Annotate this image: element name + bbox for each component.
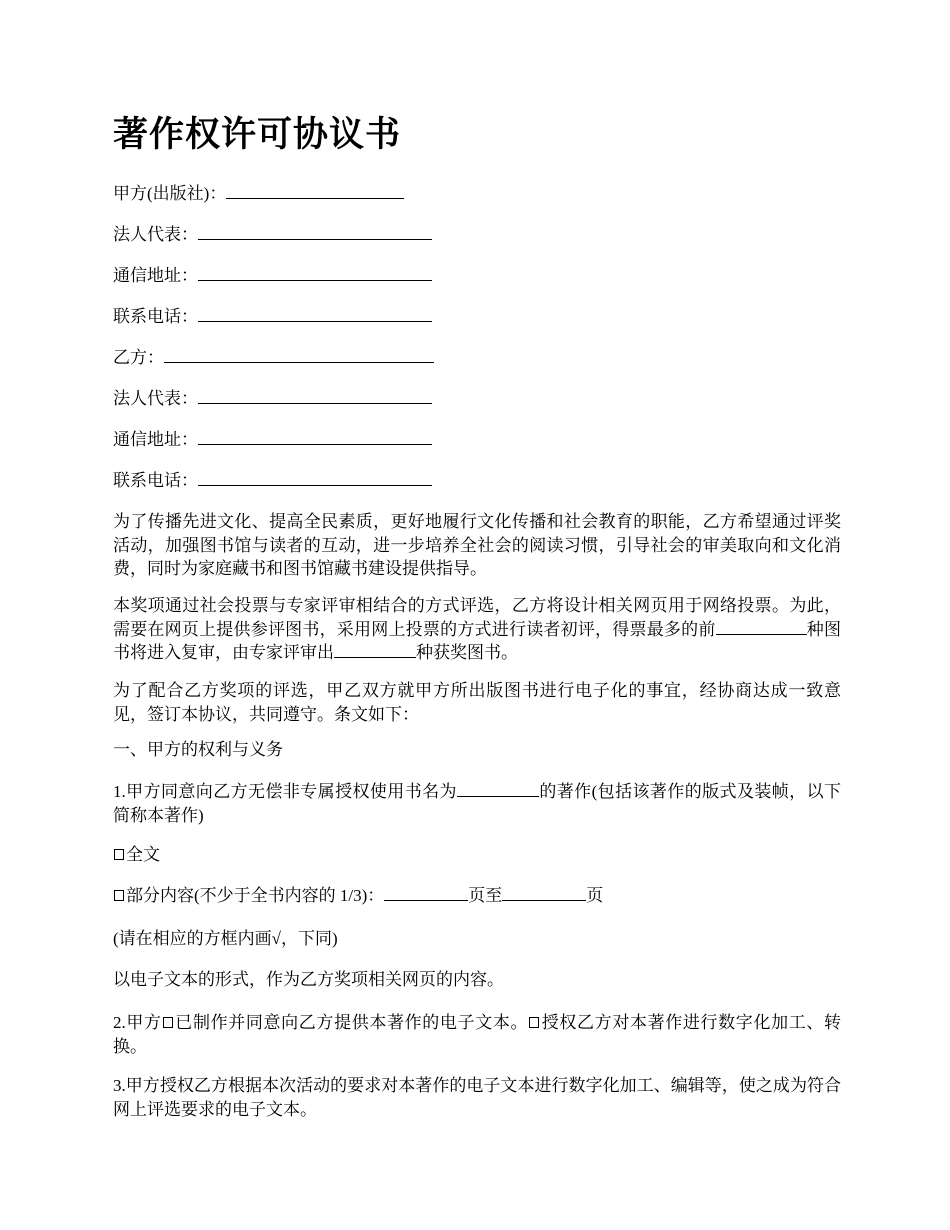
party-a-phone-label: 联系电话： — [113, 307, 198, 326]
authorize-digitize-checkbox[interactable] — [529, 1017, 539, 1028]
party-b-phone-row — [113, 469, 432, 492]
intro-paragraph-1: 为了传播先进文化、提高全民素质，更好地履行文化传播和社会教育的职能，乙方希望通过评奖活动，加强图书馆与读者的互动，进一步培养全社会的阅读习惯，引导社会的审美取向和文化消费，同时为家庭藏书和图书馆藏书建设提供指导。 — [113, 512, 841, 578]
party-a-addr-field[interactable] — [198, 264, 432, 281]
party-a-addr-row — [113, 264, 432, 287]
party-a-name-field[interactable] — [226, 182, 404, 199]
party-b-rep-field[interactable] — [198, 387, 432, 404]
option-partial-text-1: 部分内容(不少于全书内容的 1/3)： — [126, 886, 385, 905]
option-full-text — [113, 844, 160, 866]
party-a-label: 甲方(出版社)： — [113, 184, 227, 203]
party-a-rep-field[interactable] — [198, 223, 432, 240]
clause-2 — [113, 1011, 841, 1058]
clause-1-text-1: 1.甲方同意向乙方无偿非专属授权使用书名为 — [113, 782, 457, 801]
section-1-heading: 一、甲方的权利与义务 — [113, 740, 283, 759]
partial-content-checkbox[interactable] — [114, 890, 124, 901]
option-full-label: 全文 — [126, 845, 160, 864]
clause-3: 3.甲方授权乙方根据本次活动的要求对本著作的电子文本进行数字化加工、编辑等，使之成为符合网上评选要求的电子文本。 — [113, 1076, 841, 1119]
party-a-phone-row — [113, 305, 432, 328]
party-b-name-row — [113, 346, 434, 369]
party-b-name-field[interactable] — [164, 346, 434, 363]
party-b-addr-field[interactable] — [198, 428, 432, 445]
clause-1-text-2: 的著作(包括该著作的版式及装帧，以下简称本著作) — [113, 782, 841, 825]
intro-paragraph-3: 为了配合乙方奖项的评选，甲乙双方就甲方所出版图书进行电子化的事宜，经协商达成一致意见，签订本协议，共同遵守。条文如下： — [113, 681, 841, 724]
party-a-rep-row — [113, 223, 432, 246]
intro-p2-text-2: 种图书将进入复审，由专家评审出 — [113, 619, 842, 662]
party-a-name-row — [113, 182, 404, 205]
party-b-phone-field[interactable] — [198, 469, 432, 486]
intro-paragraph-2 — [113, 594, 841, 665]
book-title-blank[interactable] — [457, 781, 539, 797]
intro-p2-text-3: 种获奖图书。 — [416, 643, 518, 662]
usage-text: 以电子文本的形式，作为乙方奖项相关网页的内容。 — [113, 970, 504, 989]
full-text-checkbox[interactable] — [114, 849, 124, 860]
start-page-blank[interactable] — [384, 885, 468, 901]
party-b-phone-label: 联系电话： — [113, 471, 198, 490]
clause-1 — [113, 780, 841, 827]
party-a-addr-label: 通信地址： — [113, 266, 198, 285]
check-note: (请在相应的方框内画√，下同) — [113, 929, 338, 948]
clause-2-text-3: 授权乙方对本著作进行数字化加工、转换。 — [113, 1013, 842, 1056]
clause-2-text-1: 2.甲方 — [113, 1013, 162, 1032]
party-b-addr-row — [113, 428, 432, 451]
party-b-rep-row — [113, 387, 432, 410]
provided-etext-checkbox[interactable] — [163, 1017, 173, 1028]
option-partial-text-2: 页至 — [468, 886, 503, 905]
document-title: 著作权许可协议书 — [113, 115, 402, 154]
clause-2-text-2: 已制作并同意向乙方提供本著作的电子文本。 — [174, 1013, 529, 1032]
party-a-phone-field[interactable] — [198, 305, 432, 322]
party-b-label: 乙方： — [113, 348, 164, 367]
intro-p2-text-1: 本奖项通过社会投票与专家评审相结合的方式评选，乙方将设计相关网页用于网络投票。为此，需要在网页上提供参评图书，采用网上投票的方式进行读者初评，得票最多的前 — [113, 596, 841, 639]
option-partial-content — [113, 885, 603, 907]
party-b-addr-label: 通信地址： — [113, 430, 198, 449]
end-page-blank[interactable] — [502, 885, 586, 901]
party-b-rep-label: 法人代表： — [113, 389, 198, 408]
option-partial-text-3: 页 — [586, 886, 604, 905]
award-count-blank[interactable] — [334, 642, 416, 658]
party-a-rep-label: 法人代表： — [113, 225, 198, 244]
top-n-blank[interactable] — [716, 619, 807, 635]
